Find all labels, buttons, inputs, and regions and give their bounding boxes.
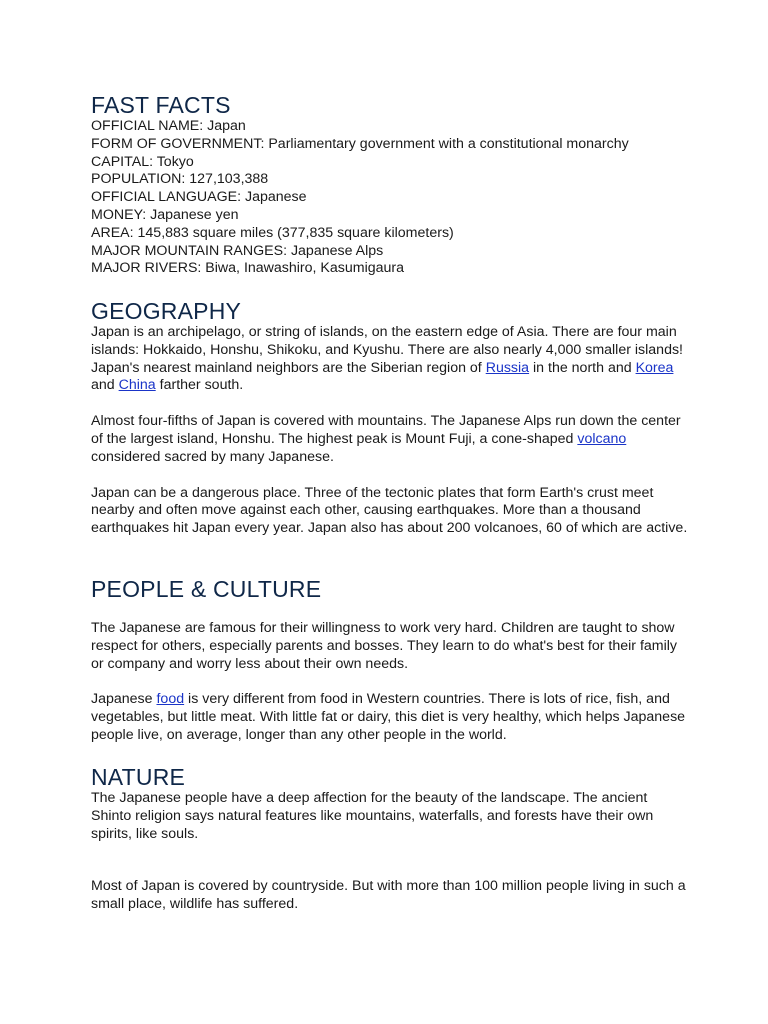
fact-language: OFFICIAL LANGUAGE: Japanese	[91, 189, 307, 206]
fast-facts-section	[91, 92, 691, 278]
people-p2-text-b: is very different from food in Western countries. There is lots of rice, fish, and vegetables, but little meat. With little fat or dairy, this diet is very healthy, which helps Japanese people live, on average, longer than any other people in the world.	[91, 691, 686, 743]
nature-section	[91, 764, 691, 914]
geography-p2-text-b: considered sacred by many Japanese.	[91, 448, 334, 465]
geography-p1-text-b: in the north and	[529, 359, 636, 376]
people-paragraph-2	[91, 691, 691, 744]
nature-heading: NATURE	[91, 764, 186, 790]
people-paragraph-1: The Japanese are famous for their willingness to work very hard. Children are taught to show respect for others, especially parents and bosses. They learn to do what's best for their family or company and worry less about their own needs.	[91, 620, 678, 672]
fast-facts-list	[91, 118, 691, 278]
fact-mountain-ranges: MAJOR MOUNTAIN RANGES: Japanese Alps	[91, 242, 384, 259]
china-link[interactable]: China	[118, 377, 156, 394]
fact-capital: CAPITAL: Tokyo	[91, 153, 194, 170]
people-p2-text-a: Japanese	[91, 691, 157, 708]
geography-paragraph-1	[91, 324, 691, 395]
geography-heading: GEOGRAPHY	[91, 298, 242, 324]
russia-link[interactable]: Russia	[485, 359, 530, 376]
people-culture-heading: PEOPLE & CULTURE	[91, 576, 322, 602]
geography-p2-text-a: Almost four-fifths of Japan is covered with mountains. The Japanese Alps run down the center of the largest island, Honshu. The highest peak is Mount Fuji, a cone-shaped	[91, 413, 681, 447]
food-link[interactable]: food	[156, 691, 185, 708]
people-culture-section	[91, 576, 691, 745]
nature-paragraph-2: Most of Japan is covered by countryside. But with more than 100 million people living in such a small place, wildlife has suffered.	[91, 878, 686, 913]
fact-rivers: MAJOR RIVERS: Biwa, Inawashiro, Kasumigaura	[91, 260, 405, 277]
geography-p1-text-d: farther south.	[155, 377, 244, 394]
fact-government: FORM OF GOVERNMENT: Parliamentary government with a constitutional monarchy	[91, 135, 629, 152]
geography-p1-text-a: Japan is an archipelago, or string of islands, on the eastern edge of Asia. There are four main islands: Hokkaido, Honshu, Shikoku, and Kyushu. There are also nearly 4,000 smaller islands! Japan's nearest mainland neighbors are the Siberian region of	[91, 324, 683, 376]
geography-paragraph-2	[91, 413, 691, 466]
geography-p1-text-c: and	[91, 377, 119, 394]
geography-section	[91, 298, 691, 538]
korea-link[interactable]: Korea	[635, 359, 674, 376]
fact-population: POPULATION: 127,103,388	[91, 171, 269, 188]
fact-official-name: OFFICIAL NAME: Japan	[91, 118, 246, 134]
nature-paragraph-1: The Japanese people have a deep affection for the beauty of the landscape. The ancient Shinto religion says natural features like mountains, waterfalls, and forests have their own spirits, like souls.	[91, 790, 654, 842]
volcano-link[interactable]: volcano	[577, 430, 627, 447]
fast-facts-heading: FAST FACTS	[91, 92, 231, 118]
fact-money: MONEY: Japanese yen	[91, 206, 239, 223]
fact-area: AREA: 145,883 square miles (377,835 square kilometers)	[91, 224, 454, 241]
geography-paragraph-3: Japan can be a dangerous place. Three of the tectonic plates that form Earth's crust meet nearby and often move against each other, causing earthquakes. More than a thousand earthquakes hit Japan every year. Japan also has about 200 volcanoes, 60 of which are active.	[91, 484, 688, 537]
